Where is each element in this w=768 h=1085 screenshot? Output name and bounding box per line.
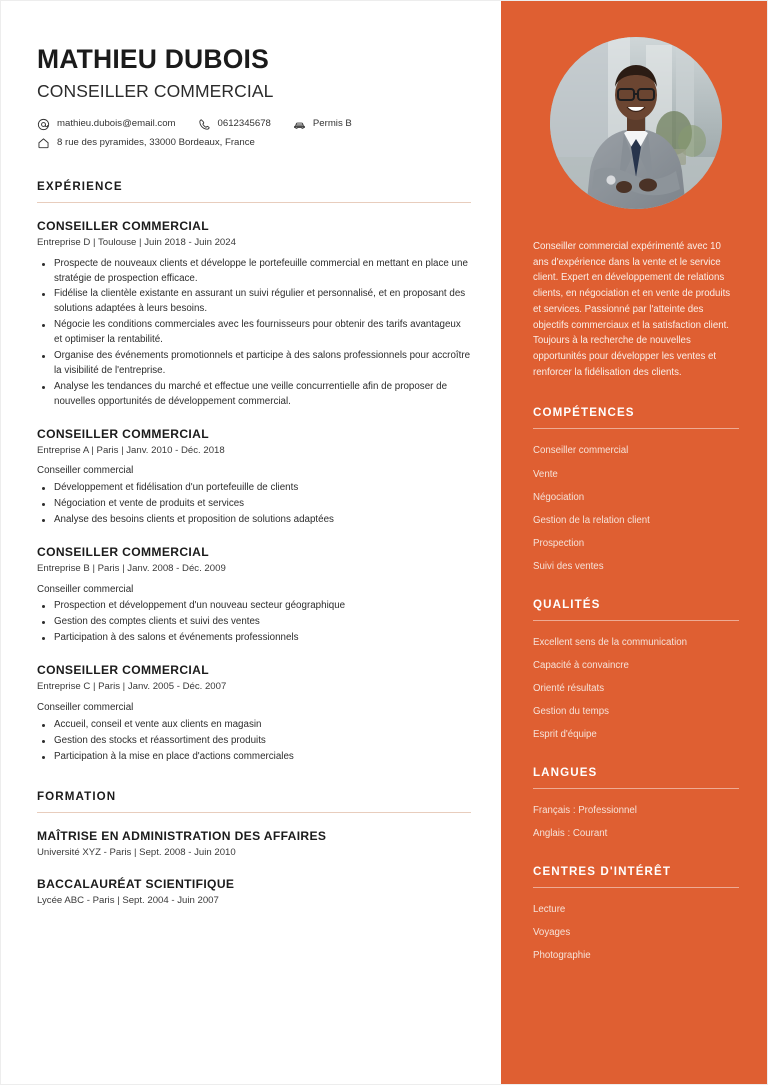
section-divider (37, 202, 471, 203)
experience-title: CONSEILLER COMMERCIAL (37, 663, 209, 678)
sidebar-divider (533, 428, 739, 429)
experience-title: CONSEILLER COMMERCIAL (37, 544, 209, 559)
sidebar-section-interets (533, 865, 739, 963)
avatar-wrapper (533, 37, 739, 209)
experience-entry (37, 219, 471, 410)
competences-list (533, 444, 739, 573)
section-divider (37, 812, 471, 813)
list-item: Voyages (533, 927, 571, 939)
phone-icon (198, 118, 211, 131)
formation-meta: Université XYZ - Paris | Sept. 2008 - Juin 2010 (37, 847, 236, 859)
list-item: Négocie les conditions commerciales avec les fournisseurs pour obtenir des tarifs avantageux et optimiser la rentabilité. (37, 318, 471, 348)
list-item: Négociation et vente de produits et services (37, 497, 471, 512)
main-column (1, 1, 501, 1084)
experience-bullets (37, 599, 471, 646)
list-item: Négociation (533, 491, 585, 503)
experience-title: CONSEILLER COMMERCIAL (37, 218, 209, 233)
list-item: Analyse des besoins clients et proposition de solutions adaptées (37, 513, 471, 528)
sidebar-heading-interets: CENTRES D'INTÉRÊT (533, 865, 672, 879)
sidebar-divider (533, 788, 739, 789)
section-experience (37, 180, 471, 765)
list-item: Vente (533, 468, 558, 480)
list-item: Conseiller commercial (533, 445, 629, 457)
experience-subtitle: Conseiller commercial (37, 702, 134, 714)
list-item: Lecture (533, 904, 566, 916)
page-title: MATHIEU DUBOIS (37, 44, 269, 74)
experience-meta: Entreprise D | Toulouse | Juin 2018 - Juin 2024 (37, 236, 236, 248)
contact-phone[interactable] (198, 118, 271, 131)
experience-meta: Entreprise B | Paris | Janv. 2008 - Déc. 2009 (37, 562, 226, 574)
experience-subtitle: Conseiller commercial (37, 583, 134, 595)
experience-meta: Entreprise A | Paris | Janv. 2010 - Déc. 2018 (37, 444, 225, 456)
section-heading-experience: EXPÉRIENCE (37, 179, 123, 193)
contact-row-primary (37, 118, 471, 131)
job-title: CONSEILLER COMMERCIAL (37, 80, 274, 101)
section-formation (37, 790, 471, 908)
list-item: Orienté résultats (533, 682, 605, 694)
experience-entry (37, 663, 471, 764)
contact-email-text: mathieu.dubois@email.com (57, 117, 176, 129)
formation-entry (37, 877, 471, 908)
sidebar-divider (533, 620, 739, 621)
contact-info (37, 118, 471, 150)
formation-title: MAÎTRISE EN ADMINISTRATION DES AFFAIRES (37, 829, 327, 844)
email-at-icon (37, 118, 50, 131)
section-heading-formation: FORMATION (37, 790, 117, 804)
contact-driving-licence-text: Permis B (312, 117, 352, 129)
contact-row-address (37, 137, 471, 150)
langues-list (533, 804, 739, 841)
list-item: Prospection et développement d'un nouveau secteur géographique (37, 599, 471, 614)
experience-title: CONSEILLER COMMERCIAL (37, 426, 209, 441)
list-item: Participation à des salons et événements professionnels (37, 631, 471, 646)
sidebar (501, 1, 767, 1084)
experience-bullets (37, 481, 471, 528)
formation-entry (37, 829, 471, 860)
contact-address-text: 8 rue des pyramides, 33000 Bordeaux, France (57, 136, 255, 148)
list-item: Esprit d'équipe (533, 729, 597, 741)
experience-entry (37, 545, 471, 646)
sidebar-section-competences (533, 406, 739, 573)
list-item: Analyse les tendances du marché et effectue une veille concurrentielle afin de proposer de nouvelles opportunités de développement commercial. (37, 380, 471, 410)
list-item: Prospection (533, 537, 585, 549)
list-item: Développement et fidélisation d'un portefeuille de clients (37, 481, 471, 496)
list-item: Gestion des comptes clients et suivi des ventes (37, 615, 471, 630)
list-item: Prospecte de nouveaux clients et développe le portefeuille commercial en mettant en place une stratégie de prospection efficace. (37, 257, 471, 287)
experience-bullets (37, 718, 471, 765)
list-item: Suivi des ventes (533, 560, 604, 572)
contact-phone-text: 0612345678 (217, 117, 271, 129)
contact-driving-licence (293, 118, 352, 131)
formation-meta: Lycée ABC - Paris | Sept. 2004 - Juin 2007 (37, 895, 219, 907)
list-item: Photographie (533, 950, 591, 962)
experience-subtitle: Conseiller commercial (37, 465, 134, 477)
list-item: Français : Professionnel (533, 805, 637, 817)
list-item: Gestion du temps (533, 706, 609, 718)
qualites-list (533, 636, 739, 742)
list-item: Capacité à convaincre (533, 659, 629, 671)
profile-summary: Conseiller commercial expérimenté avec 10 ans d'expérience dans la vente et le service client. Expert en développement de relations clients, en négociation et en vente de produits et services. Passionné par l'atteinte des objectifs commerciaux et la satisfaction client. Toujours à la recherche de nouvelles opportunités pour développer les ventes et renforcer la fidélisation des clients. (533, 241, 731, 378)
contact-address (37, 137, 255, 150)
formation-title: BACCALAURÉAT SCIENTIFIQUE (37, 877, 235, 892)
car-icon (293, 118, 306, 131)
list-item: Anglais : Courant (533, 828, 608, 840)
list-item: Gestion de la relation client (533, 514, 650, 526)
list-item: Accueil, conseil et vente aux clients en magasin (37, 718, 471, 733)
sidebar-divider (533, 887, 739, 888)
list-item: Gestion des stocks et réassortiment des produits (37, 734, 471, 749)
experience-bullets (37, 257, 471, 410)
home-icon (37, 137, 50, 150)
experience-entry (37, 427, 471, 528)
experience-meta: Entreprise C | Paris | Janv. 2005 - Déc. 2007 (37, 681, 227, 693)
list-item: Fidélise la clientèle existante en assurant un suivi régulier et personnalisé, et en proposant des solutions adaptées à leurs besoins. (37, 287, 471, 317)
sidebar-section-langues (533, 766, 739, 841)
sidebar-section-qualites (533, 598, 739, 742)
avatar (550, 37, 722, 209)
list-item: Excellent sens de la communication (533, 636, 688, 648)
interets-list (533, 903, 739, 963)
sidebar-heading-langues: LANGUES (533, 766, 598, 780)
sidebar-heading-qualites: QUALITÉS (533, 597, 601, 611)
sidebar-heading-competences: COMPÉTENCES (533, 406, 635, 420)
list-item: Participation à la mise en place d'actions commerciales (37, 750, 471, 765)
contact-email[interactable] (37, 118, 176, 131)
list-item: Organise des événements promotionnels et participe à des salons professionnels pour accroître la visibilité de l'entreprise. (37, 349, 471, 379)
